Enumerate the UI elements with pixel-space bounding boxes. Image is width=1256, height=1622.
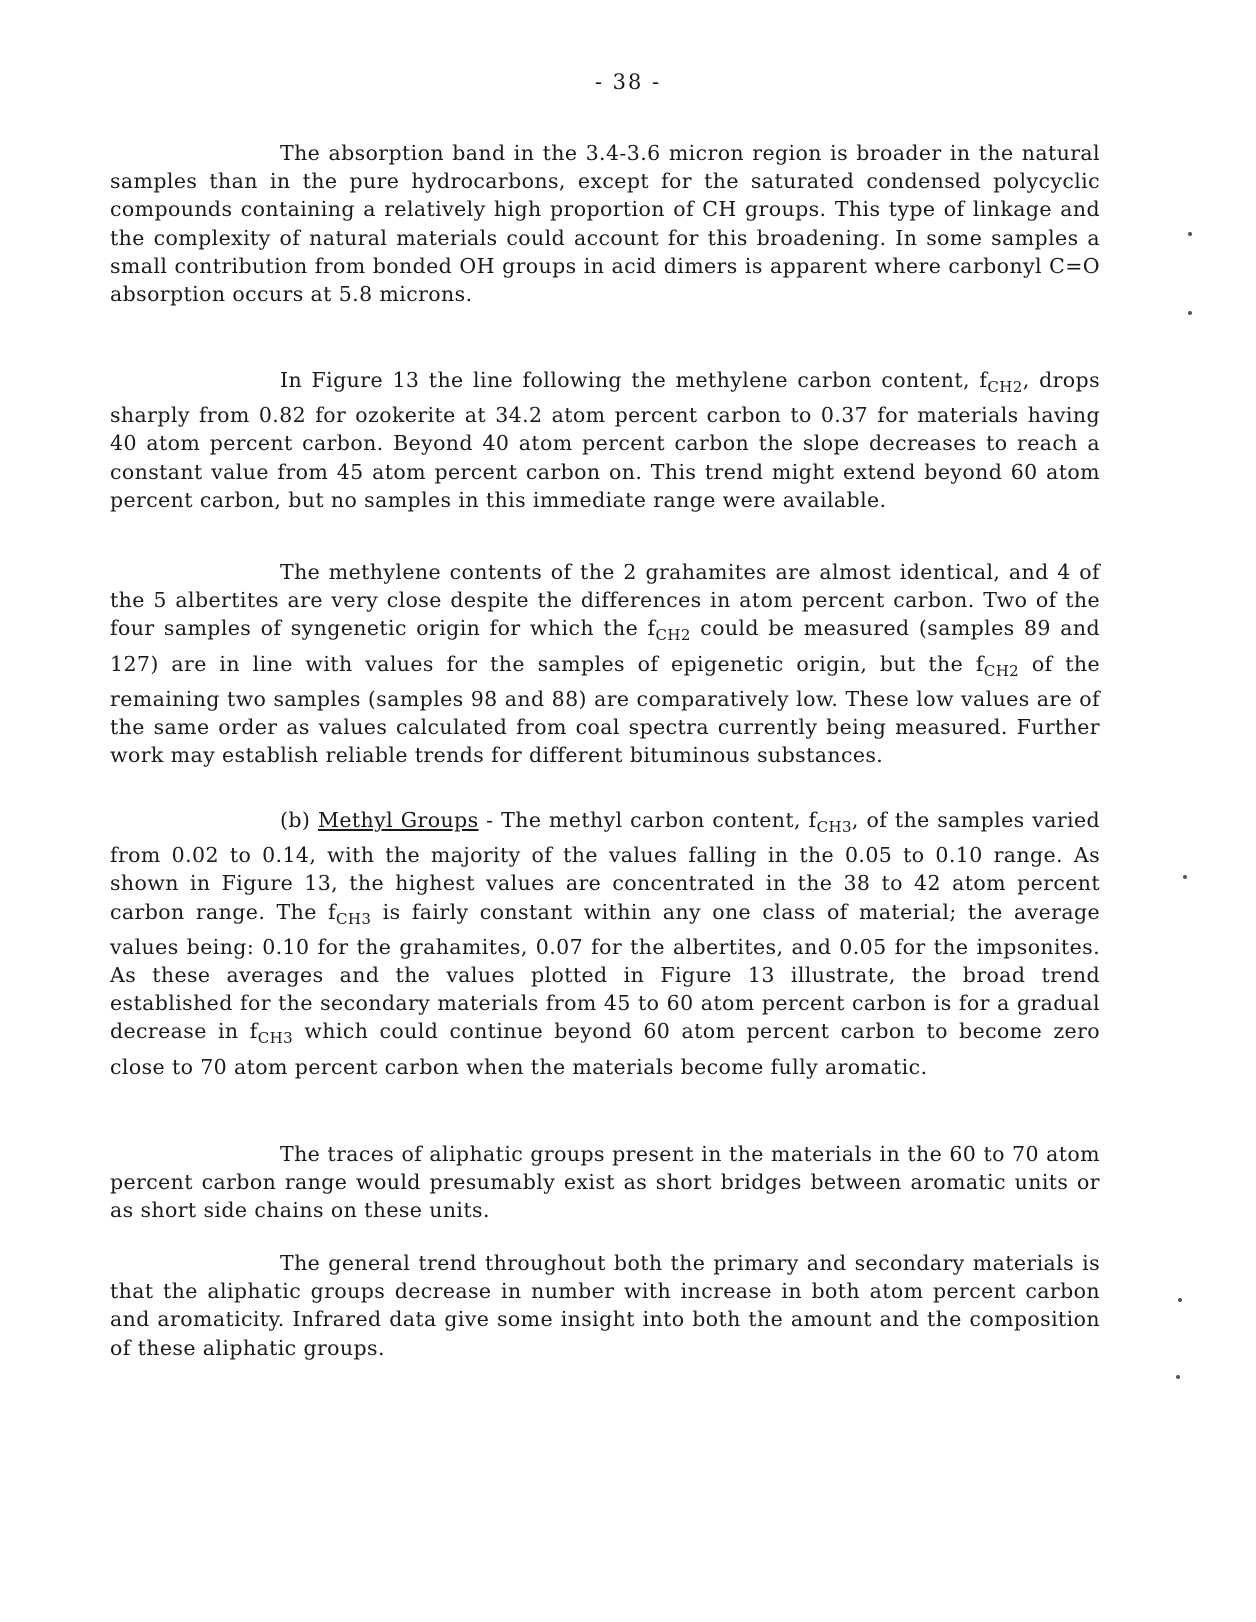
section-label: (b) <box>280 808 311 832</box>
section-heading: Methyl Groups <box>317 808 479 832</box>
subscript-ch2: CH2 <box>987 378 1023 396</box>
text-run: is fairly constant within any one class of material; the average values being: 0.10 for the grahamites, 0.07 for the albertites, and 0.05 for the impsonites. As these averages and the values plotted in Figure 13 illustrate, the broad trend established for the secondary materials from 45 to 60 atom percent carbon is for a gradual decrease in <box>110 899 1101 1044</box>
subscript-ch2: CH2 <box>655 626 691 645</box>
symbol-f: f <box>249 1019 258 1044</box>
paragraph-aliphatic-traces: The traces of aliphatic groups present in the materials in the 60 to 70 atom percent carbon range would presumably exist as short bridges between aromatic units or as short side chains on these units. <box>110 1142 1100 1223</box>
scan-speck <box>1178 1298 1182 1302</box>
subscript-ch3: CH3 <box>816 818 852 836</box>
paragraph-absorption-band: The absorption band in the 3.4-3.6 micron region is broader in the natural samples than in the pure hydrocarbons, except for the saturated condensed polycyclic compounds containing a relatively high proportion of CH groups. This type of linkage and the complexity of natural materials could account for this broadening. In some samples a small contribution from bonded OH groups in acid dimers is apparent where carbonyl C=O absorption occurs at 5.8 microns. <box>110 141 1100 307</box>
text-run: which could continue beyond 60 atom percent carbon to become zero close to 70 atom percent carbon when the materials become fully aromatic. <box>110 1019 1101 1079</box>
heading-dash: - <box>486 808 494 832</box>
text-run: The methyl carbon content, <box>501 808 801 832</box>
scan-speck <box>1188 232 1192 236</box>
paragraph-methylene-figure-13 <box>110 366 1100 514</box>
subscript-ch3: CH3 <box>336 909 372 928</box>
text-run: The methylene contents of the 2 grahamites are almost identical, and 4 of the 5 albertites are very close despite the differences in atom percent carbon. Two of the four samples of syngenetic origin for which the <box>110 560 1100 641</box>
text-run: could be measured (samples 89 and 127) are in line with values for the samples of epigenetic origin, but the <box>110 616 1100 676</box>
scan-speck <box>1183 875 1187 879</box>
subscript-ch2: CH2 <box>983 661 1020 680</box>
symbol-f: f <box>647 616 656 641</box>
text-run: of the remaining two samples (samples 98 and 88) are comparatively low. These low values are of the same order as values calculated from coal spectra currently being measured. Further work may establish reliable trends for different bituminous substances. <box>110 651 1100 768</box>
text-run: In Figure 13 the line following the methylene carbon content, <box>280 368 970 392</box>
symbol-f: f <box>808 808 817 832</box>
scan-speck <box>1176 1375 1180 1379</box>
paragraph-methyl-groups <box>110 806 1100 1081</box>
text-run: , of the samples varied from 0.02 to 0.14, with the majority of the values falling in the 0.05 to 0.10 range. As shown in Figure 13, the highest values are concentrated in the 38 to 42 atom percent carbon range. The <box>110 808 1101 924</box>
subscript-ch3: CH3 <box>257 1029 294 1048</box>
symbol-f: f <box>975 651 984 676</box>
paragraph-general-trend: The general trend throughout both the primary and secondary materials is that the aliphatic groups decrease in number with increase in both atom percent carbon and aromaticity. Infrared data give some insight into both the amount and the composition of these aliphatic groups. <box>110 1251 1100 1360</box>
paragraph-methylene-contents <box>110 558 1100 769</box>
symbol-f: f <box>328 899 337 924</box>
scan-speck <box>1188 311 1192 315</box>
text-run: , drops sharply from 0.82 for ozokerite at 34.2 atom percent carbon to 0.37 for materials having 40 atom percent carbon. Beyond 40 atom percent carbon the slope decreases to reach a constant value from 45 atom percent carbon on. This trend might extend beyond 60 atom percent carbon, but no samples in this immediate range were available. <box>110 368 1100 512</box>
symbol-f: f <box>979 368 988 392</box>
page-number: - 38 - <box>594 70 662 94</box>
